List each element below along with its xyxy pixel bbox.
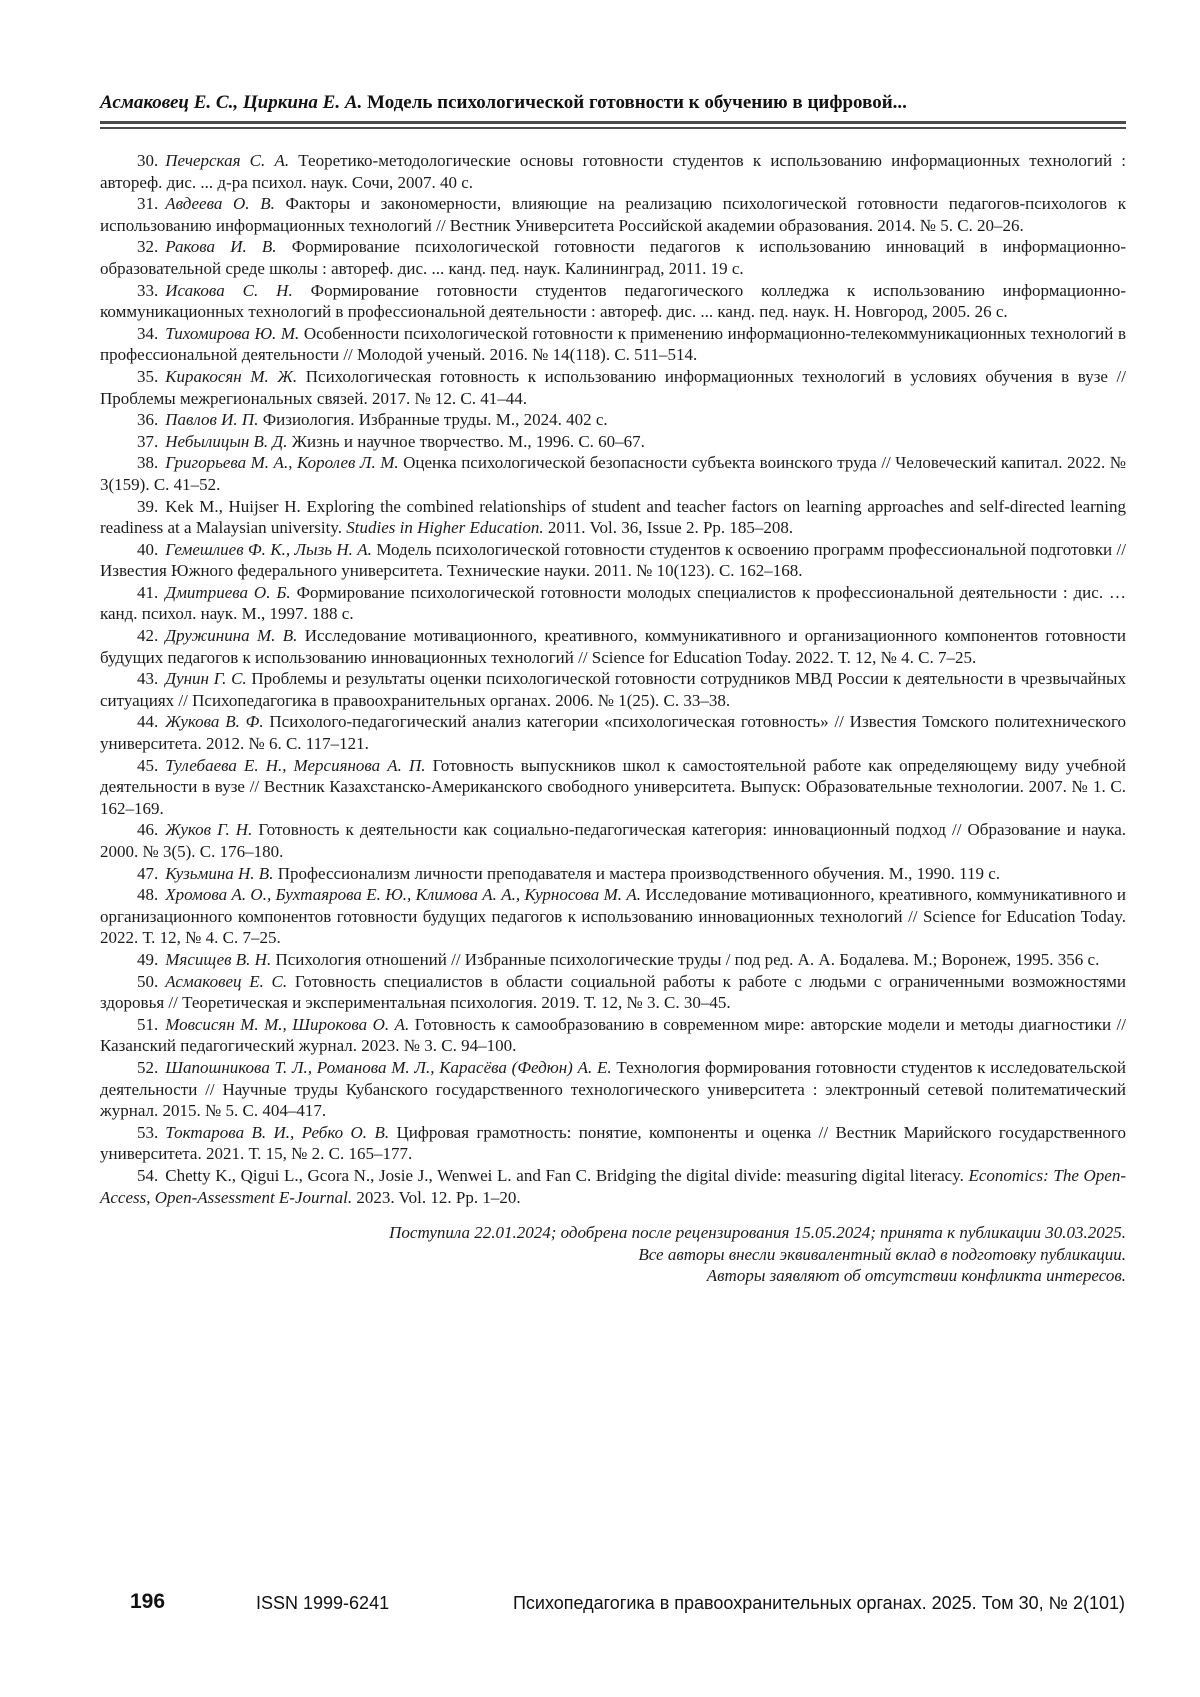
- reference-item: [100, 280, 1126, 323]
- reference-item: [100, 582, 1126, 625]
- reference-text: Цифровая грамотность: понятие, компоненты и оценка // Вестник Марийского государственного университета. 2021. Т. 15, № 2. С. 165–177.: [100, 1122, 1126, 1164]
- running-head: [100, 92, 1126, 114]
- reference-text: 2011. Vol. 36, Issue 2. Pp. 185–208.: [543, 518, 794, 538]
- submission-notes: [100, 1222, 1126, 1287]
- reference-item: [100, 1014, 1126, 1057]
- reference-item: [100, 819, 1126, 862]
- submission-note-line: Авторы заявляют об отсутствии конфликта интересов.: [706, 1266, 1126, 1286]
- reference-text: Исакова С. Н.: [165, 280, 293, 300]
- reference-item: [100, 323, 1126, 366]
- reference-text: Проблемы и результаты оценки психологической готовности сотрудников МВД России к деятельности в чрезвычайных ситуациях // Психопедагогика в правоохранительных органах. 2006. № 1(25). С. 33–38.: [100, 669, 1126, 710]
- reference-text: Теоретико-методологические основы готовности студентов к использованию информационных технологий : автореф. дис. ... д-ра психол. наук. Сочи, 2007. 40 с.: [100, 151, 1126, 192]
- reference-text: Кузьмина Н. В.: [165, 863, 274, 883]
- reference-number: 47.: [137, 863, 159, 883]
- reference-item: [100, 366, 1126, 409]
- reference-number: 49.: [137, 949, 159, 969]
- reference-item: [100, 1057, 1126, 1122]
- reference-item: [100, 539, 1126, 582]
- references-list: [100, 150, 1126, 1208]
- reference-number: 31.: [137, 194, 159, 214]
- reference-text: Исследование мотивационного, креативного, коммуникативного и организационного компонентов готовности будущих педагогов к использованию инновационных технологий // Science for Education Today. 2022. Т. 12, № 4. С. 7–25.: [100, 626, 1126, 667]
- reference-text: Психолого-педагогический анализ категории «психологическая готовность» // Известия Томского политехнического университета. 2012. № 6. С. 117–121.: [100, 712, 1126, 754]
- reference-text: Дунин Г. С.: [165, 669, 247, 689]
- header-rule: [100, 121, 1126, 129]
- reference-number: 41.: [137, 582, 159, 602]
- reference-text: Технология формирования готовности студентов к исследовательской деятельности // Научные труды Кубанского государственного технологического университета : электронный сетевой политематический журнал. 2015. № 5. С. 404–417.: [100, 1057, 1126, 1121]
- reference-text: Киракосян М. Ж.: [165, 366, 298, 386]
- reference-text: Печерская С. А.: [165, 151, 290, 170]
- reference-item: [100, 755, 1126, 820]
- reference-text: Жуков Г. Н.: [165, 820, 253, 840]
- reference-text: Психологическая готовность к использованию информационных технологий в условиях обучения в вузе // Проблемы межрегиональных связей. 2017. № 12. С. 41–44.: [100, 366, 1126, 408]
- reference-item: [100, 668, 1126, 711]
- footer-issn: ISSN 1999-6241: [256, 1593, 390, 1613]
- reference-text: Готовность выпускников школ к самостоятельной работе как определяющему виду учебной деятельности в вузе // Вестник Казахстанско-Американского свободного университета. Выпуск: Образовательные технологии. 2007. № 1. С. 162–169.: [100, 755, 1126, 818]
- reference-item: [100, 884, 1126, 949]
- reference-text: Физиология. Избранные труды. М., 2024. 402 с.: [258, 410, 608, 430]
- reference-number: 48.: [137, 885, 159, 905]
- reference-text: Формирование психологической готовности педагогов к использованию инноваций в информационно-образовательной среде школы : автореф. дис. ... канд. пед. наук. Калининград, 2011. 19 с.: [100, 237, 1127, 278]
- reference-number: 45.: [137, 755, 159, 775]
- reference-text: Готовность к деятельности как социально-педагогическая категория: инновационный подход // Образование и наука. 2000. № 3(5). С. 176–180.: [100, 820, 1126, 861]
- reference-number: 53.: [137, 1122, 159, 1142]
- reference-text: Тихомирова Ю. М.: [165, 323, 300, 343]
- reference-text: Особенности психологической готовности к применению информационно-телекоммуникационных технологий в профессиональной деятельности // Молодой ученый. 2016. № 14(118). С. 511–514.: [100, 323, 1126, 365]
- reference-text: Ракова И. В.: [165, 237, 277, 257]
- reference-number: 39.: [137, 496, 159, 516]
- reference-text: Григорьева М. А., Королев Л. М.: [165, 453, 399, 473]
- reference-text: Мовсисян М. М., Широкова О. А.: [165, 1014, 410, 1034]
- reference-item: [100, 431, 1126, 453]
- reference-number: 50.: [137, 971, 159, 991]
- reference-item: [100, 1165, 1126, 1208]
- reference-number: 34.: [137, 323, 159, 343]
- reference-item: [100, 863, 1126, 885]
- reference-text: Chetty K., Qigui L., Gcora N., Josie J., Wenwei L. and Fan C. Bridging the digital divide: measuring digital literacy.: [165, 1165, 969, 1185]
- reference-item: [100, 452, 1126, 495]
- reference-number: 35.: [137, 366, 159, 386]
- reference-number: 30.: [137, 151, 159, 170]
- reference-number: 37.: [137, 431, 159, 451]
- reference-text: Kek M., Huijser H. Exploring the combined relationships of student and teacher factors on learning approaches and self-directed learning readiness at a Malaysian university.: [100, 496, 1126, 538]
- reference-number: 42.: [137, 626, 159, 646]
- footer-journal-line: Психопедагогика в правоохранительных органах. 2025. Том 30, № 2(101): [512, 1593, 1125, 1613]
- page-content: [100, 92, 1126, 1287]
- page-number: 196: [130, 1590, 166, 1613]
- submission-note-line: Поступила 22.01.2024; одобрена после рецензирования 15.05.2024; принята к публикации 30.03.2025.: [389, 1223, 1126, 1243]
- reference-text: Жизнь и научное творчество. М., 1996. С. 60–67.: [287, 431, 645, 451]
- reference-item: [100, 625, 1126, 668]
- reference-text: Формирование готовности студентов педагогического колледжа к использованию информационно-коммуникационных технологий в профессиональной деятельности : автореф. дис. ... канд. пед. наук. Н. Новгород, 2005. 26 с.: [100, 280, 1126, 322]
- running-head-title: Модель психологической готовности к обучению в цифровой...: [362, 92, 907, 113]
- reference-text: Психология отношений // Избранные психологические труды / под ред. А. А. Бодалева. М.; Воронеж, 1995. 356 с.: [271, 949, 1100, 969]
- reference-number: 46.: [137, 820, 159, 840]
- reference-text: Оценка психологической безопасности субъекта воинского труда // Человеческий капитал. 2022. № 3(159). С. 41–52.: [100, 453, 1126, 494]
- reference-number: 40.: [137, 539, 159, 559]
- reference-number: 43.: [137, 669, 159, 689]
- reference-text: Дмитриева О. Б.: [165, 582, 291, 602]
- reference-number: 38.: [137, 453, 159, 473]
- reference-text: Готовность к самообразованию в современном мире: авторские модели и методы диагностики // Казанский педагогический журнал. 2023. № 3. С. 94–100.: [100, 1014, 1126, 1056]
- reference-text: Гемешлиев Ф. К., Лызь Н. А.: [165, 539, 372, 559]
- reference-item: [100, 1122, 1126, 1165]
- reference-item: [100, 193, 1126, 236]
- reference-text: Модель психологической готовности студентов к освоению программ профессиональной подготовки // Известия Южного федерального университета. Технические науки. 2011. № 10(123). С. 162–168.: [100, 539, 1127, 581]
- reference-text: Профессионализм личности преподавателя и мастера производственного обучения. М., 1990. 119 с.: [273, 863, 1001, 883]
- reference-number: 32.: [137, 237, 159, 257]
- reference-item: [100, 236, 1126, 279]
- reference-text: Павлов И. П.: [165, 410, 259, 430]
- reference-item: [100, 150, 1126, 193]
- running-head-authors: Асмаковец Е. С., Циркина Е. А.: [100, 92, 363, 113]
- reference-number: 54.: [137, 1165, 159, 1185]
- reference-text: Studies in Higher Education.: [346, 518, 544, 538]
- reference-text: Формирование психологической готовности молодых специалистов к профессиональной деятельности : дис. … канд. психол. наук. М., 1997. 188 с.: [100, 582, 1127, 624]
- reference-text: Хромова А. О., Бухтаярова Е. Ю., Климова А. А., Курносова М. А.: [165, 885, 641, 905]
- reference-item: [100, 496, 1126, 539]
- reference-text: Шапошникова Т. Л., Романова М. Л., Карасёва (Федюн) А. Е.: [165, 1057, 612, 1077]
- reference-text: Авдеева О. В.: [165, 194, 275, 214]
- reference-item: [100, 949, 1126, 971]
- reference-text: Мясищев В. Н.: [165, 949, 272, 969]
- reference-item: [100, 711, 1126, 754]
- reference-text: Готовность специалистов в области социальной работы к работе с людьми с ограниченными возможностями здоровья // Теоретическая и экспериментальная психология. 2019. Т. 12, № 3. С. 30–45.: [100, 971, 1127, 1013]
- reference-number: 51.: [137, 1014, 159, 1034]
- reference-text: 2023. Vol. 12. Pp. 1–20.: [352, 1187, 521, 1207]
- reference-item: [100, 409, 1126, 431]
- reference-text: Токтарова В. И., Ребко О. В.: [165, 1122, 390, 1142]
- reference-number: 44.: [137, 712, 159, 732]
- reference-text: Факторы и закономерности, влияющие на реализацию психологической готовности педагогов-психологов к использованию информационных технологий // Вестник Университета Российской академии образования. 2014. № 5. С. 20–26.: [100, 194, 1126, 235]
- reference-text: Дружинина М. В.: [165, 626, 298, 646]
- submission-note-line: Все авторы внесли эквивалентный вклад в подготовку публикации.: [638, 1244, 1126, 1264]
- reference-text: Тулебаева Е. Н., Мерсиянова А. П.: [165, 755, 426, 775]
- reference-number: 36.: [137, 410, 159, 430]
- reference-text: Исследование мотивационного, креативного, коммуникативного и организационного компонентов готовности будущих педагогов к использованию инновационных технологий // Science for Education Today. 2022. Т. 12, № 4. С. 7–25.: [100, 885, 1126, 948]
- reference-text: Асмаковец Е. С.: [165, 971, 288, 991]
- reference-text: Жукова В. Ф.: [165, 712, 264, 732]
- reference-text: Небылицын В. Д.: [165, 431, 288, 451]
- reference-number: 52.: [137, 1057, 159, 1077]
- reference-item: [100, 971, 1126, 1014]
- reference-number: 33.: [137, 280, 159, 300]
- reference-text: Economics: The Open-Access, Open-Assessment E-Journal.: [100, 1165, 1126, 1207]
